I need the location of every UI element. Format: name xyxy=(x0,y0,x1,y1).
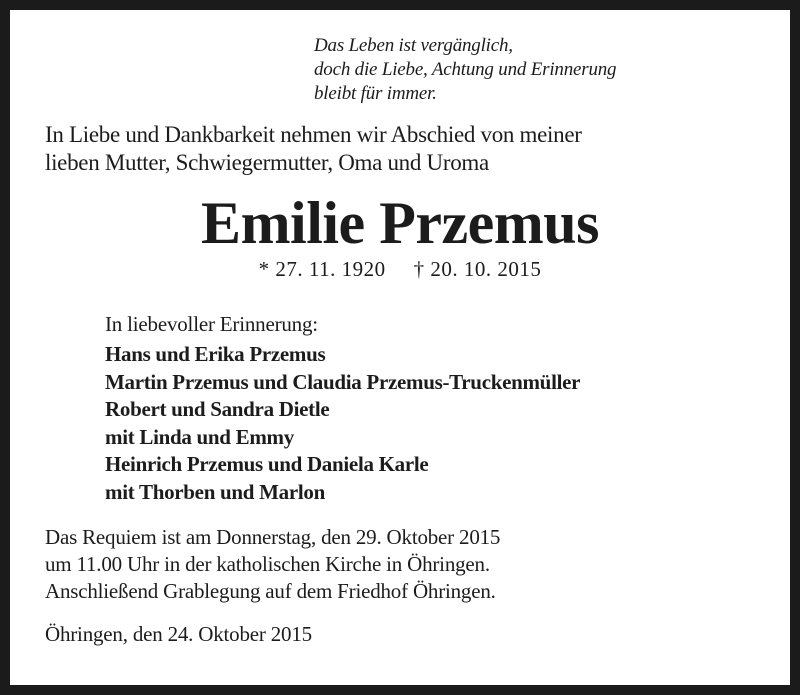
verse-line: doch die Liebe, Achtung und Erinnerung xyxy=(314,59,617,80)
intro-line: lieben Mutter, Schwiegermutter, Oma und Uroma xyxy=(45,150,489,175)
mourner-line: Martin Przemus und Claudia Przemus-Truckenmüller xyxy=(105,369,581,394)
mourner-line: Heinrich Przemus und Daniela Karle xyxy=(105,452,429,477)
mourner-line: Robert und Sandra Dietle xyxy=(105,397,330,422)
service-details xyxy=(45,524,500,605)
death-date: † 20. 10. 2015 xyxy=(413,257,542,281)
service-line: um 11.00 Uhr in der katholischen Kirche in Öhringen. xyxy=(45,552,490,576)
verse-line: bleibt für immer. xyxy=(314,83,437,104)
obituary-notice xyxy=(10,10,790,685)
verse-line: Das Leben ist vergänglich, xyxy=(314,35,513,56)
service-line: Das Requiem ist am Donnerstag, den 29. Oktober 2015 xyxy=(45,525,501,549)
intro-text xyxy=(45,121,582,177)
mourner-line: mit Thorben und Marlon xyxy=(105,479,325,504)
intro-line: In Liebe und Dankbarkeit nehmen wir Abschied von meiner xyxy=(45,122,582,147)
service-line: Anschließend Grablegung auf dem Friedhof Öhringen. xyxy=(45,579,496,603)
mourners-label: In liebevoller Erinnerung: xyxy=(105,312,318,336)
birth-date: * 27. 11. 1920 xyxy=(258,257,386,281)
verse-quote xyxy=(314,34,616,106)
mourner-line: Hans und Erika Przemus xyxy=(105,342,326,366)
mourners-list xyxy=(105,341,580,507)
deceased-name: Emilie Przemus xyxy=(201,190,599,256)
place-and-date: Öhringen, den 24. Oktober 2015 xyxy=(45,622,312,646)
life-dates xyxy=(10,256,790,282)
mourner-line: mit Linda und Emmy xyxy=(105,424,294,449)
